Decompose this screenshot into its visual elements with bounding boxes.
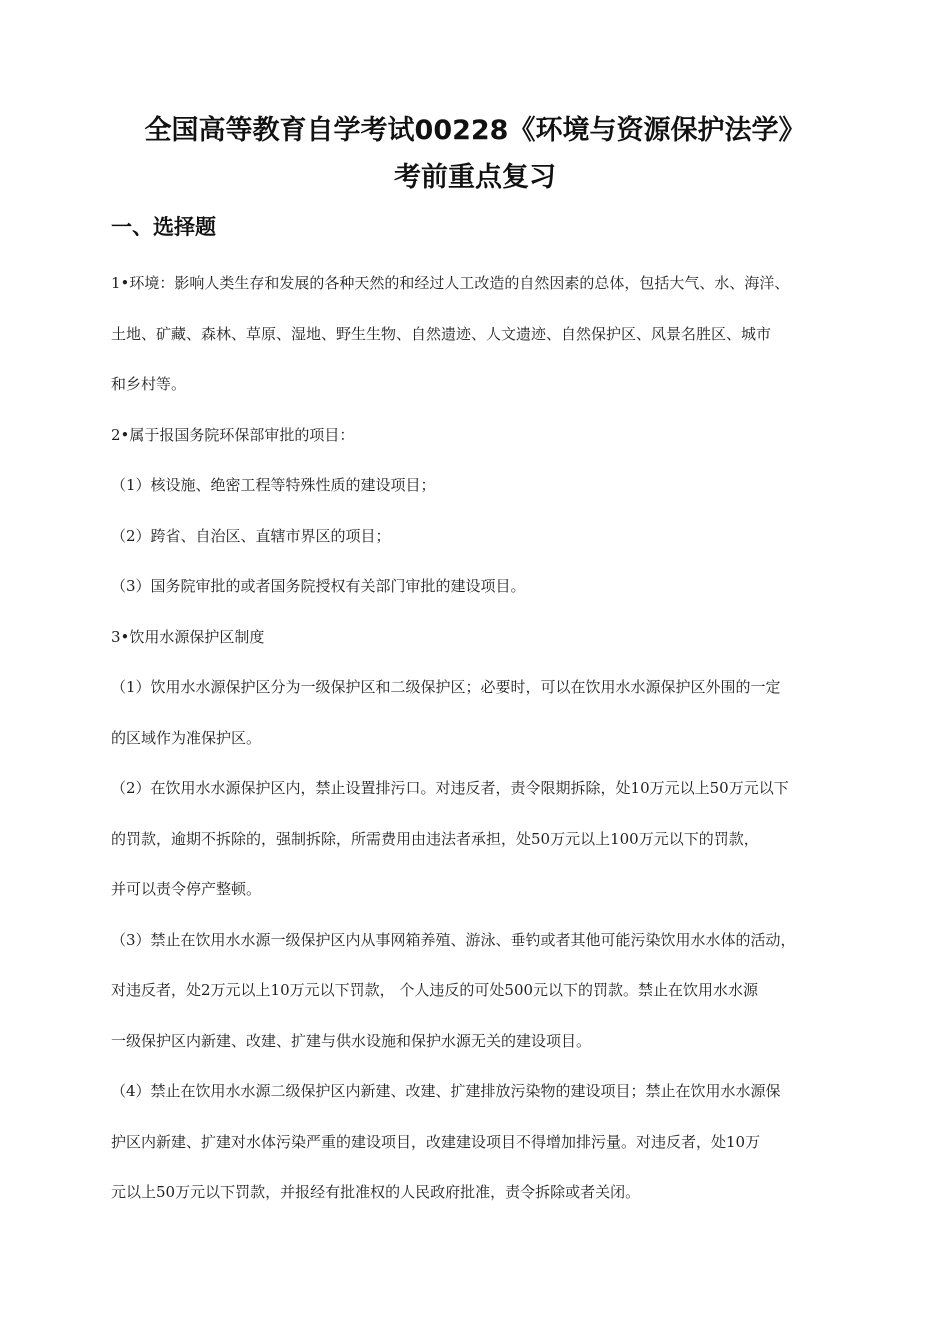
- text-line-14: （3）禁止在饮用水水源一级保护区内从事网箱养殖、游泳、垂钓或者其他可能污染饮用水水体的活动，: [111, 930, 796, 949]
- text-line-10: 的区域作为准保护区。: [111, 728, 262, 747]
- document-title-line-2: 考前重点复习: [394, 162, 556, 193]
- text-line-17: （4）禁止在饮用水水源二级保护区内新建、改建、扩建排放污染物的建设项目；禁止在饮用水水源保: [111, 1082, 781, 1100]
- text-line-11: （2）在饮用水水源保护区内，禁止设置排污口。对违反者，责令限期拆除，处10万元以上50万元以下: [111, 779, 789, 797]
- text-line-16: 一级保护区内新建、改建、扩建与供水设施和保护水源无关的建设项目。: [111, 1031, 592, 1050]
- document-body: [111, 258, 871, 1218]
- text-line-13: 并可以责令停产整顿。: [111, 880, 262, 898]
- text-line-3: 和乡村等。: [111, 375, 187, 393]
- section-heading: 一、选择题: [111, 215, 216, 239]
- text-line-4: 2•属于报国务院环保部审批的项目：: [111, 425, 355, 444]
- text-line-5: （1）核设施、绝密工程等特殊性质的建设项目；: [111, 476, 436, 494]
- document-title-line-1: 全国高等教育自学考试00228《环境与资源保护法学》: [144, 115, 806, 146]
- text-line-12: 的罚款，逾期不拆除的，强制拆除，所需费用由违法者承担，处50万元以上100万元以下的罚款，: [111, 829, 759, 848]
- text-line-1: 1•环境：影响人类生存和发展的各种天然的和经过人工改造的自然因素的总体，包括大气、水、海洋、: [111, 274, 790, 292]
- text-line-15: 对违反者，处2万元以上10万元以下罚款， 个人违反的可处500元以下的罚款。禁止在饮用水水源: [111, 981, 759, 999]
- text-line-18: 护区内新建、扩建对水体污染严重的建设项目，改建建设项目不得增加排污量。对违反者，处10万: [111, 1132, 761, 1151]
- text-line-7: （3）国务院审批的或者国务院授权有关部门审批的建设项目。: [111, 577, 526, 595]
- text-line-2: 土地、矿藏、森林、草原、湿地、野生生物、自然遗迹、人文遗迹、自然保护区、风景名胜区、城市: [111, 324, 772, 343]
- text-line-6: （2）跨省、自治区、直辖市界区的项目；: [111, 526, 391, 545]
- text-line-8: 3•饮用水源保护区制度: [111, 627, 265, 646]
- text-line-9: （1）饮用水水源保护区分为一级保护区和二级保护区；必要时，可以在饮用水水源保护区外围的一定: [111, 678, 781, 696]
- text-line-19: 元以上50万元以下罚款，并报经有批准权的人民政府批准，责令拆除或者关闭。: [111, 1183, 641, 1201]
